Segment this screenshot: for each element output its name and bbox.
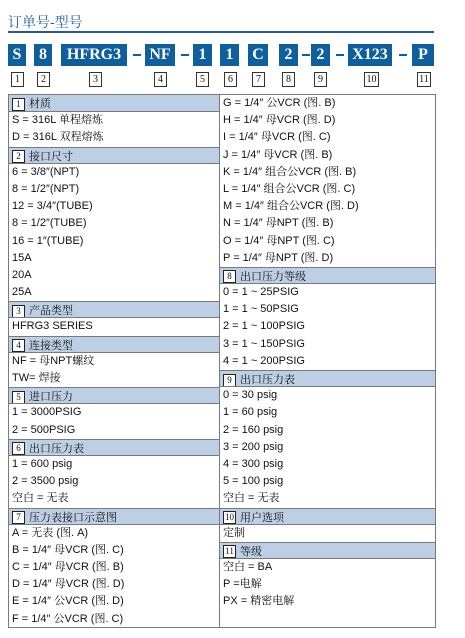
- section-header-outlet-gauge: [220, 370, 435, 387]
- spec-row: 4 = 300 psig: [223, 457, 284, 470]
- section-number: 1: [12, 98, 25, 111]
- code-dash: [399, 54, 407, 56]
- section-title: 连接类型: [29, 338, 73, 352]
- spec-row: NF = 母NPT螺纹: [12, 354, 95, 367]
- spec-row: 15A: [12, 251, 32, 264]
- code-dash: [181, 54, 189, 56]
- spec-row: D = 316L 双程熔炼: [12, 131, 104, 144]
- spec-row: 空白 = BA: [223, 561, 273, 574]
- code-part-outlet-gauge: 2: [311, 44, 330, 66]
- right-column: [220, 95, 435, 611]
- spec-row: M = 1/4″ 组合公VCR (图. D): [223, 200, 359, 213]
- spec-row: S = 316L 单程熔炼: [12, 114, 103, 127]
- spec-row: HFRG3 SERIES: [12, 320, 93, 333]
- spec-row: 1 = 600 psig: [12, 457, 73, 470]
- section-header-product-type: [9, 301, 219, 318]
- spec-row: 5 = 100 psig: [223, 475, 284, 488]
- spec-row: B = 1/4″ 母VCR (图. C): [12, 543, 124, 556]
- spec-row: I = 1/4″ 母VCR (图. C): [223, 131, 331, 144]
- section-number: 6: [12, 442, 25, 455]
- spec-row: 0 = 1 ~ 25PSIG: [223, 286, 299, 299]
- code-number: 5: [196, 72, 209, 87]
- section-title: 压力表接口示意图: [29, 510, 117, 524]
- spec-row: 25A: [12, 286, 32, 299]
- section-number: 10: [225, 512, 234, 522]
- spec-row: 空白 = 无表: [223, 492, 280, 505]
- spec-row: 2 = 500PSIG: [12, 423, 76, 436]
- section-number: 9: [223, 374, 236, 387]
- spec-row: K = 1/4″ 组合公VCR (图. B): [223, 165, 357, 178]
- section-title: 接口尺寸: [29, 149, 73, 163]
- spec-row: 1 = 60 psig: [223, 406, 278, 419]
- section-number: 7: [12, 511, 25, 524]
- code-part-user-option: X123: [348, 44, 392, 66]
- code-part-inlet-pressure: 1: [193, 44, 212, 66]
- spec-row: F = 1/4″ 公VCR (图. C): [12, 612, 124, 625]
- spec-row: D = 1/4″ 母VCR (图. D): [12, 578, 125, 591]
- spec-row: 8 = 1/2″(NPT): [12, 182, 80, 195]
- spec-row: 6 = 3/8″(NPT): [12, 165, 80, 178]
- section-header-connection-type: [9, 336, 219, 353]
- section-title: 用户选项: [240, 510, 284, 524]
- section-number: 4: [12, 339, 25, 352]
- spec-row: 2 = 160 psig: [223, 423, 284, 436]
- section-header-user-option: [220, 508, 435, 525]
- spec-row: 1 = 1 ~ 50PSIG: [223, 303, 299, 316]
- code-number: 2: [37, 72, 50, 87]
- spec-row: 8 = 1/2″(TUBE): [12, 217, 87, 230]
- code-number: 11: [417, 72, 431, 87]
- code-part-size: 8: [34, 44, 52, 66]
- section-header-inlet-gauge: [9, 439, 219, 456]
- title-divider: [8, 31, 434, 33]
- code-number: 4: [154, 72, 167, 87]
- code-part-type: HFRG3: [61, 44, 127, 66]
- spec-row: P = 1/4″ 母NPT (图. D): [223, 251, 334, 264]
- section-header-outlet-range: [220, 267, 435, 284]
- code-dash: [302, 54, 310, 56]
- spec-row: J = 1/4″ 母VCR (图. B): [223, 148, 333, 161]
- code-number-row: [0, 72, 465, 87]
- spec-row: L = 1/4″ 组合公VCR (图. C): [223, 182, 356, 195]
- section-header-grade: [220, 542, 435, 559]
- spec-row: 空白 = 无表: [12, 492, 69, 505]
- section-title: 材质: [29, 97, 51, 110]
- spec-row: 0 = 30 psig: [223, 389, 278, 402]
- code-part-connection: NF: [145, 44, 175, 66]
- left-column: [9, 95, 219, 628]
- code-number: 1: [11, 72, 24, 87]
- spec-row: N = 1/4″ 母NPT (图. B): [223, 217, 334, 230]
- spec-row: 12 = 3/4″(TUBE): [12, 200, 93, 213]
- spec-row: C = 1/4″ 母VCR (图. B): [12, 561, 124, 574]
- code-dash: [336, 54, 344, 56]
- spec-row: G = 1/4″ 公VCR (图. B): [223, 97, 336, 109]
- spec-row: 4 = 1 ~ 200PSIG: [223, 354, 305, 367]
- spec-row: P =电解: [223, 578, 262, 591]
- code-part-inlet-gauge: 1: [220, 44, 239, 66]
- spec-row: 2 = 1 ~ 100PSIG: [223, 320, 305, 333]
- section-header-inlet-pressure: [9, 387, 219, 404]
- spec-row: 1 = 3000PSIG: [12, 406, 82, 419]
- section-header-port-size: [9, 147, 219, 164]
- spec-table: [8, 94, 436, 628]
- section-header-gauge-port: [9, 508, 219, 525]
- code-number: 3: [89, 72, 102, 87]
- section-number: 11: [223, 545, 236, 558]
- code-part-material: S: [8, 44, 26, 66]
- spec-row: 3 = 200 psig: [223, 440, 284, 453]
- code-number: 8: [282, 72, 295, 87]
- section-header-material: [9, 95, 219, 112]
- spec-row: TW= 焊接: [12, 372, 61, 384]
- order-code-row: [0, 44, 465, 66]
- section-number: 3: [12, 305, 25, 318]
- code-dash: [133, 54, 141, 56]
- code-number: 6: [224, 72, 237, 87]
- spec-row: H = 1/4″ 母VCR (图. D): [223, 114, 336, 127]
- section-number: 2: [12, 150, 25, 163]
- section-number: 5: [12, 391, 25, 404]
- section-title: 等级: [240, 544, 262, 558]
- spec-row: A = 无表 (图. A): [12, 526, 89, 539]
- section-title: 产品类型: [29, 304, 73, 318]
- code-number: 10: [364, 72, 379, 87]
- code-number: 9: [314, 72, 327, 87]
- spec-row: 16 = 1″(TUBE): [12, 234, 84, 247]
- spec-row: O = 1/4″ 母NPT (图. C): [223, 234, 335, 247]
- spec-row: 3 = 1 ~ 150PSIG: [223, 337, 305, 350]
- spec-row: E = 1/4″ 公VCR (图. D): [12, 595, 124, 608]
- section-title: 进口压力: [29, 390, 73, 404]
- section-title: 出口压力等级: [240, 269, 306, 283]
- section-number: 8: [223, 270, 236, 283]
- code-part-grade: P: [412, 44, 434, 66]
- spec-row: 20A: [12, 268, 32, 281]
- section-title: 出口压力表: [29, 441, 84, 455]
- section-title: 出口压力表: [240, 373, 295, 386]
- code-part-gauge-port: C: [248, 44, 268, 66]
- code-part-outlet-range: 2: [279, 44, 298, 66]
- spec-row: 2 = 3500 psig: [12, 475, 79, 488]
- spec-row: PX = 精密电解: [223, 595, 295, 608]
- page-title: 订单号-型号: [8, 14, 83, 30]
- spec-row: 定制: [223, 526, 245, 539]
- code-number: 7: [252, 72, 265, 87]
